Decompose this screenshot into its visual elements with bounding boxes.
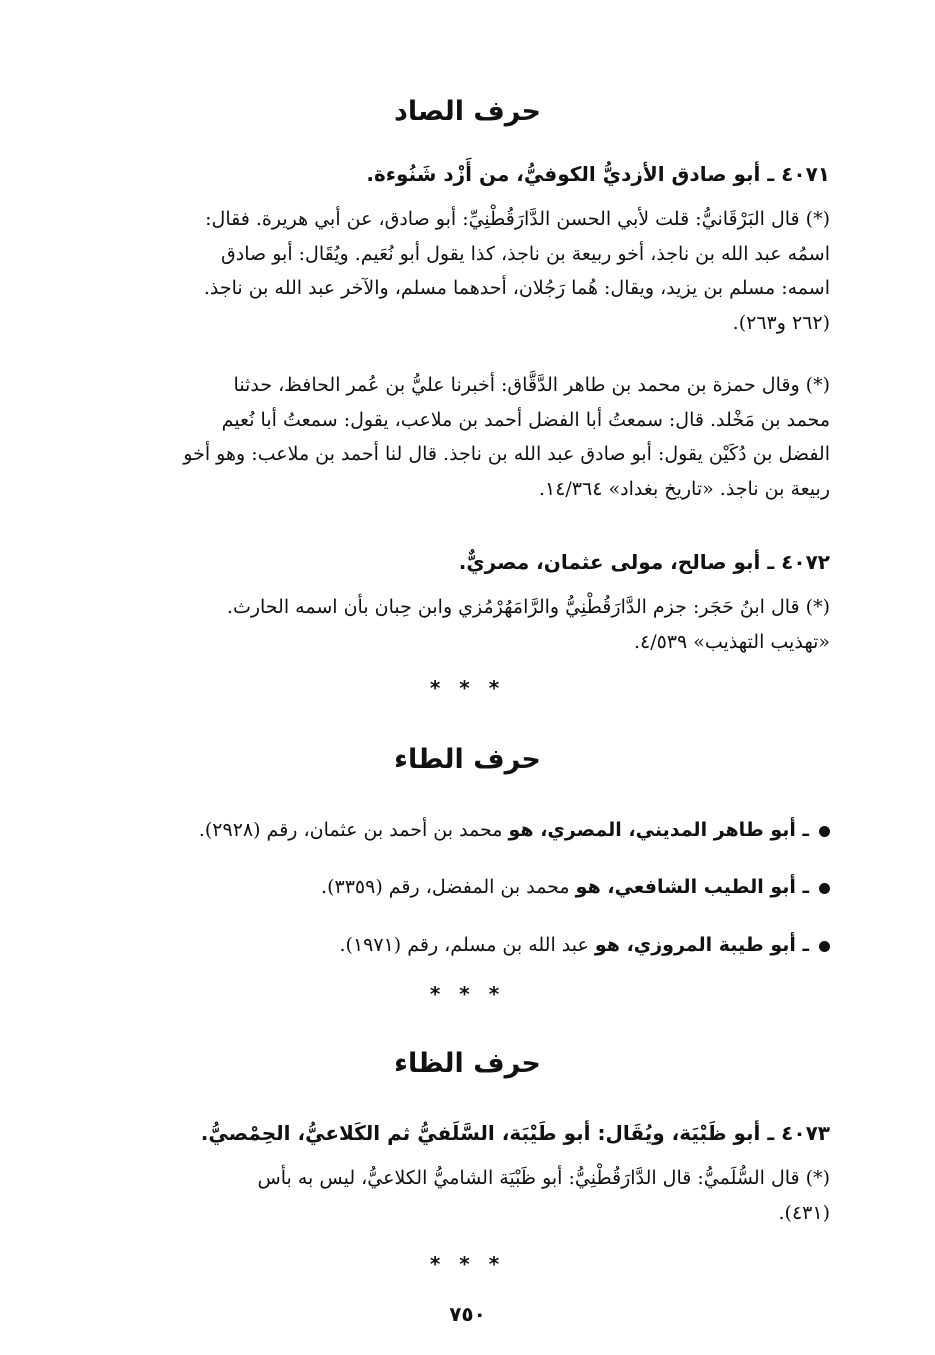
section-heading-za: حرف الظاء	[394, 1048, 541, 1079]
entry-title-4073: ٤٠٧٣ ـ أبو ظَبْيَة، ويُقَال: أبو طَيْبَة، السَّلَفيُّ ثم الكَلاعيُّ، الحِمْصيُّ.	[200, 1121, 830, 1145]
bullet-item	[70, 870, 830, 904]
bullet-bold-text: ـ أبو طاهر المديني، المصري، هو	[508, 819, 809, 841]
bullet-item	[70, 928, 830, 962]
text-line: الفضل بن دُكَيْن يقول: أبو صادق عبد الله بن ناجذ. قال لنا أحمد بن ملاعب: وهو أخو	[183, 443, 830, 465]
bullet-icon	[819, 826, 830, 837]
text-line: ربيعة بن ناجذ. «تاريخ بغداد» ١٤/٣٦٤.	[538, 477, 830, 500]
page-number: ٧٥٠	[449, 1302, 486, 1326]
entry-title-4072: ٤٠٧٢ ـ أبو صالح، مولى عثمان، مصريٌّ.	[458, 550, 830, 574]
section-heading-sad: حرف الصاد	[393, 96, 541, 127]
paragraph-4071-2	[78, 368, 830, 506]
text-line: (*) قال البَرْقَانيُّ: قلت لأبي الحسن الدَّارَقُطْنِيِّ: أبو صادق، عن أبي هريرة. فقال:	[205, 208, 830, 230]
text-line: محمد بن مَخْلد. قال: سمعتُ أبا الفضل أحمد بن ملاعب، يقول: سمعتُ أبا نُعيم	[221, 408, 830, 431]
bullet-bold-text: ـ أبو الطيب الشافعي، هو	[575, 876, 809, 898]
bullet-icon	[819, 941, 830, 952]
separator-stars: * * *	[429, 1252, 506, 1276]
bullet-item	[70, 813, 830, 847]
separator-stars: * * *	[429, 982, 506, 1006]
text-line: (*) وقال حمزة بن محمد بن طاهر الدَّقَّاق: أخبرنا عليُّ بن عُمر الحافظ، حدثنا	[233, 374, 830, 396]
text-line: (*) قال ابنُ حَجَر: جزم الدَّارَقُطْنِيُّ والرَّامَهُرْمُزي وابن حِبان بأن اسمه الحارث.	[226, 596, 830, 618]
paragraph-4073	[78, 1161, 830, 1230]
bullet-icon	[819, 883, 830, 894]
bullet-text: عبد الله بن مسلم، رقم (١٩٧١).	[339, 934, 595, 956]
paragraph-4071-1	[78, 202, 830, 340]
paragraph-4072	[78, 590, 830, 659]
bullet-text: محمد بن المفضل، رقم (٣٣٥٩).	[321, 876, 576, 898]
text-line: «تهذيب التهذيب» ٤/٥٣٩.	[633, 630, 830, 653]
entry-title-4071: ٤٠٧١ ـ أبو صادق الأزديُّ الكوفيُّ، من أَزْد شَنُوءة.	[366, 162, 830, 186]
bullet-text: محمد بن أحمد بن عثمان، رقم (٢٩٢٨).	[198, 819, 509, 841]
bullet-bold-text: ـ أبو طيبة المروزي، هو	[594, 934, 809, 956]
text-line: اسمه: مسلم بن يزيد، ويقال: هُما رَجُلان، أحدهما مسلم، والآخر عبد الله بن ناجذ.	[203, 277, 830, 299]
section-heading-ta: حرف الطاء	[394, 744, 541, 775]
text-line: (٢٦٢ و٢٦٣).	[732, 311, 830, 334]
text-line: اسمُه عبد الله بن ناجذ، أخو ربيعة بن ناجذ، كذا يقول أبو نُعَيم. ويُقَال: أبو صادق	[221, 242, 830, 265]
text-line: (٤٣١).	[778, 1201, 830, 1224]
text-line: (*) قال السُّلَميُّ: قال الدَّارَقُطْنِيُّ: أبو ظَبْيَة الشاميُّ الكلاعيُّ، ليس به بأس	[257, 1167, 830, 1189]
separator-stars: * * *	[429, 676, 506, 700]
